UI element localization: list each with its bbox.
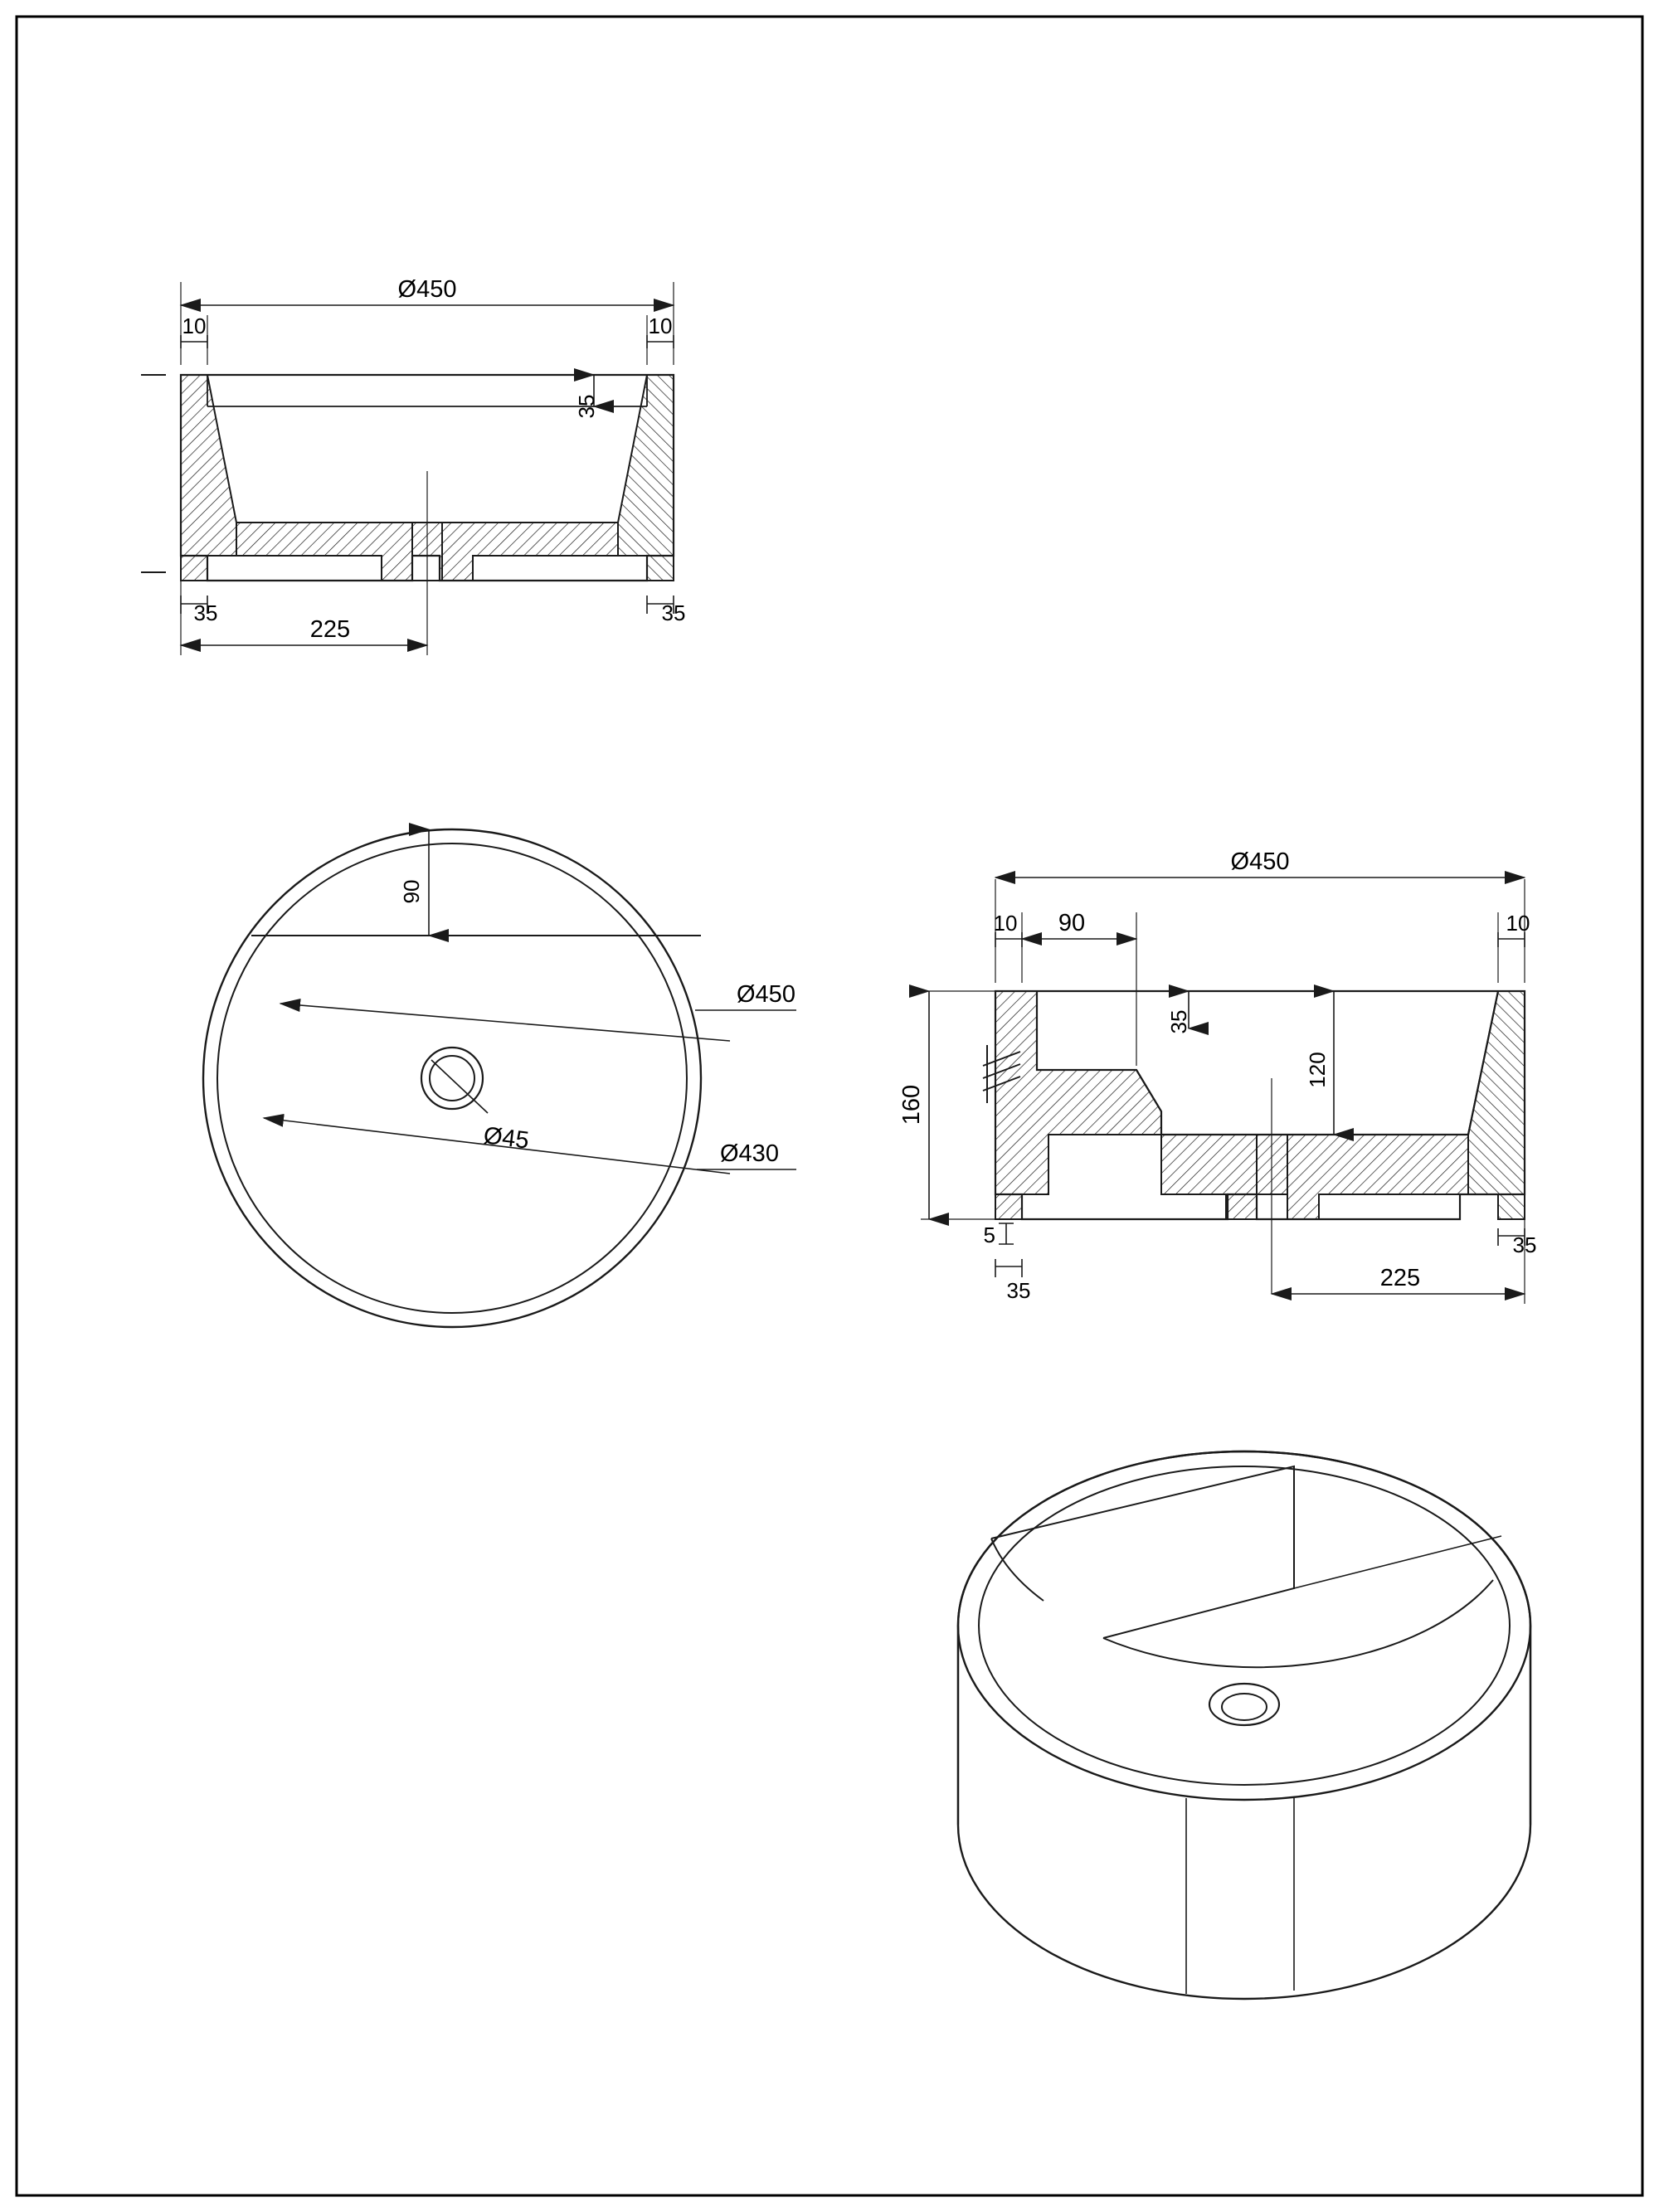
dim-side-drain-225: 225 (1379, 1265, 1421, 1291)
dim-side-right-10: 10 (1506, 911, 1530, 936)
dim-plan-diameter-450: Ø450 (737, 981, 795, 1008)
top-plan-view (203, 829, 796, 1327)
sheet-border (17, 17, 1642, 2195)
dim-side-foot-5: 5 (983, 1223, 995, 1247)
dim-side-shelf-90: 90 (1058, 910, 1086, 936)
dim-side-diameter-450: Ø450 (1230, 848, 1290, 875)
dim-side-height-160: 160 (898, 1084, 925, 1125)
dim-side-foot-35a: 35 (1006, 1278, 1031, 1303)
dim-side-foot-35b: 35 (1512, 1232, 1537, 1257)
dim-side-left-10: 10 (993, 911, 1018, 936)
dim-side-depth-120: 120 (1305, 1052, 1330, 1088)
dim-front-drain-225: 225 (309, 616, 351, 643)
dim-plan-drain-45: Ø45 (482, 1122, 531, 1155)
isometric-view (958, 1451, 1530, 1999)
dim-plan-shelf-90: 90 (399, 879, 424, 904)
dim-front-foot-right-35: 35 (661, 600, 686, 625)
front-section-view (141, 276, 685, 655)
dim-front-diameter-450: Ø450 (397, 276, 457, 303)
side-section-view (898, 848, 1536, 1304)
dim-front-wall-left-10: 10 (182, 314, 207, 338)
dim-plan-diameter-430: Ø430 (720, 1140, 779, 1167)
dim-side-rim-35: 35 (1166, 1009, 1191, 1034)
dim-front-rim-35: 35 (574, 394, 599, 419)
dim-front-wall-right-10: 10 (648, 314, 673, 338)
dim-front-foot-left-35: 35 (193, 600, 218, 625)
